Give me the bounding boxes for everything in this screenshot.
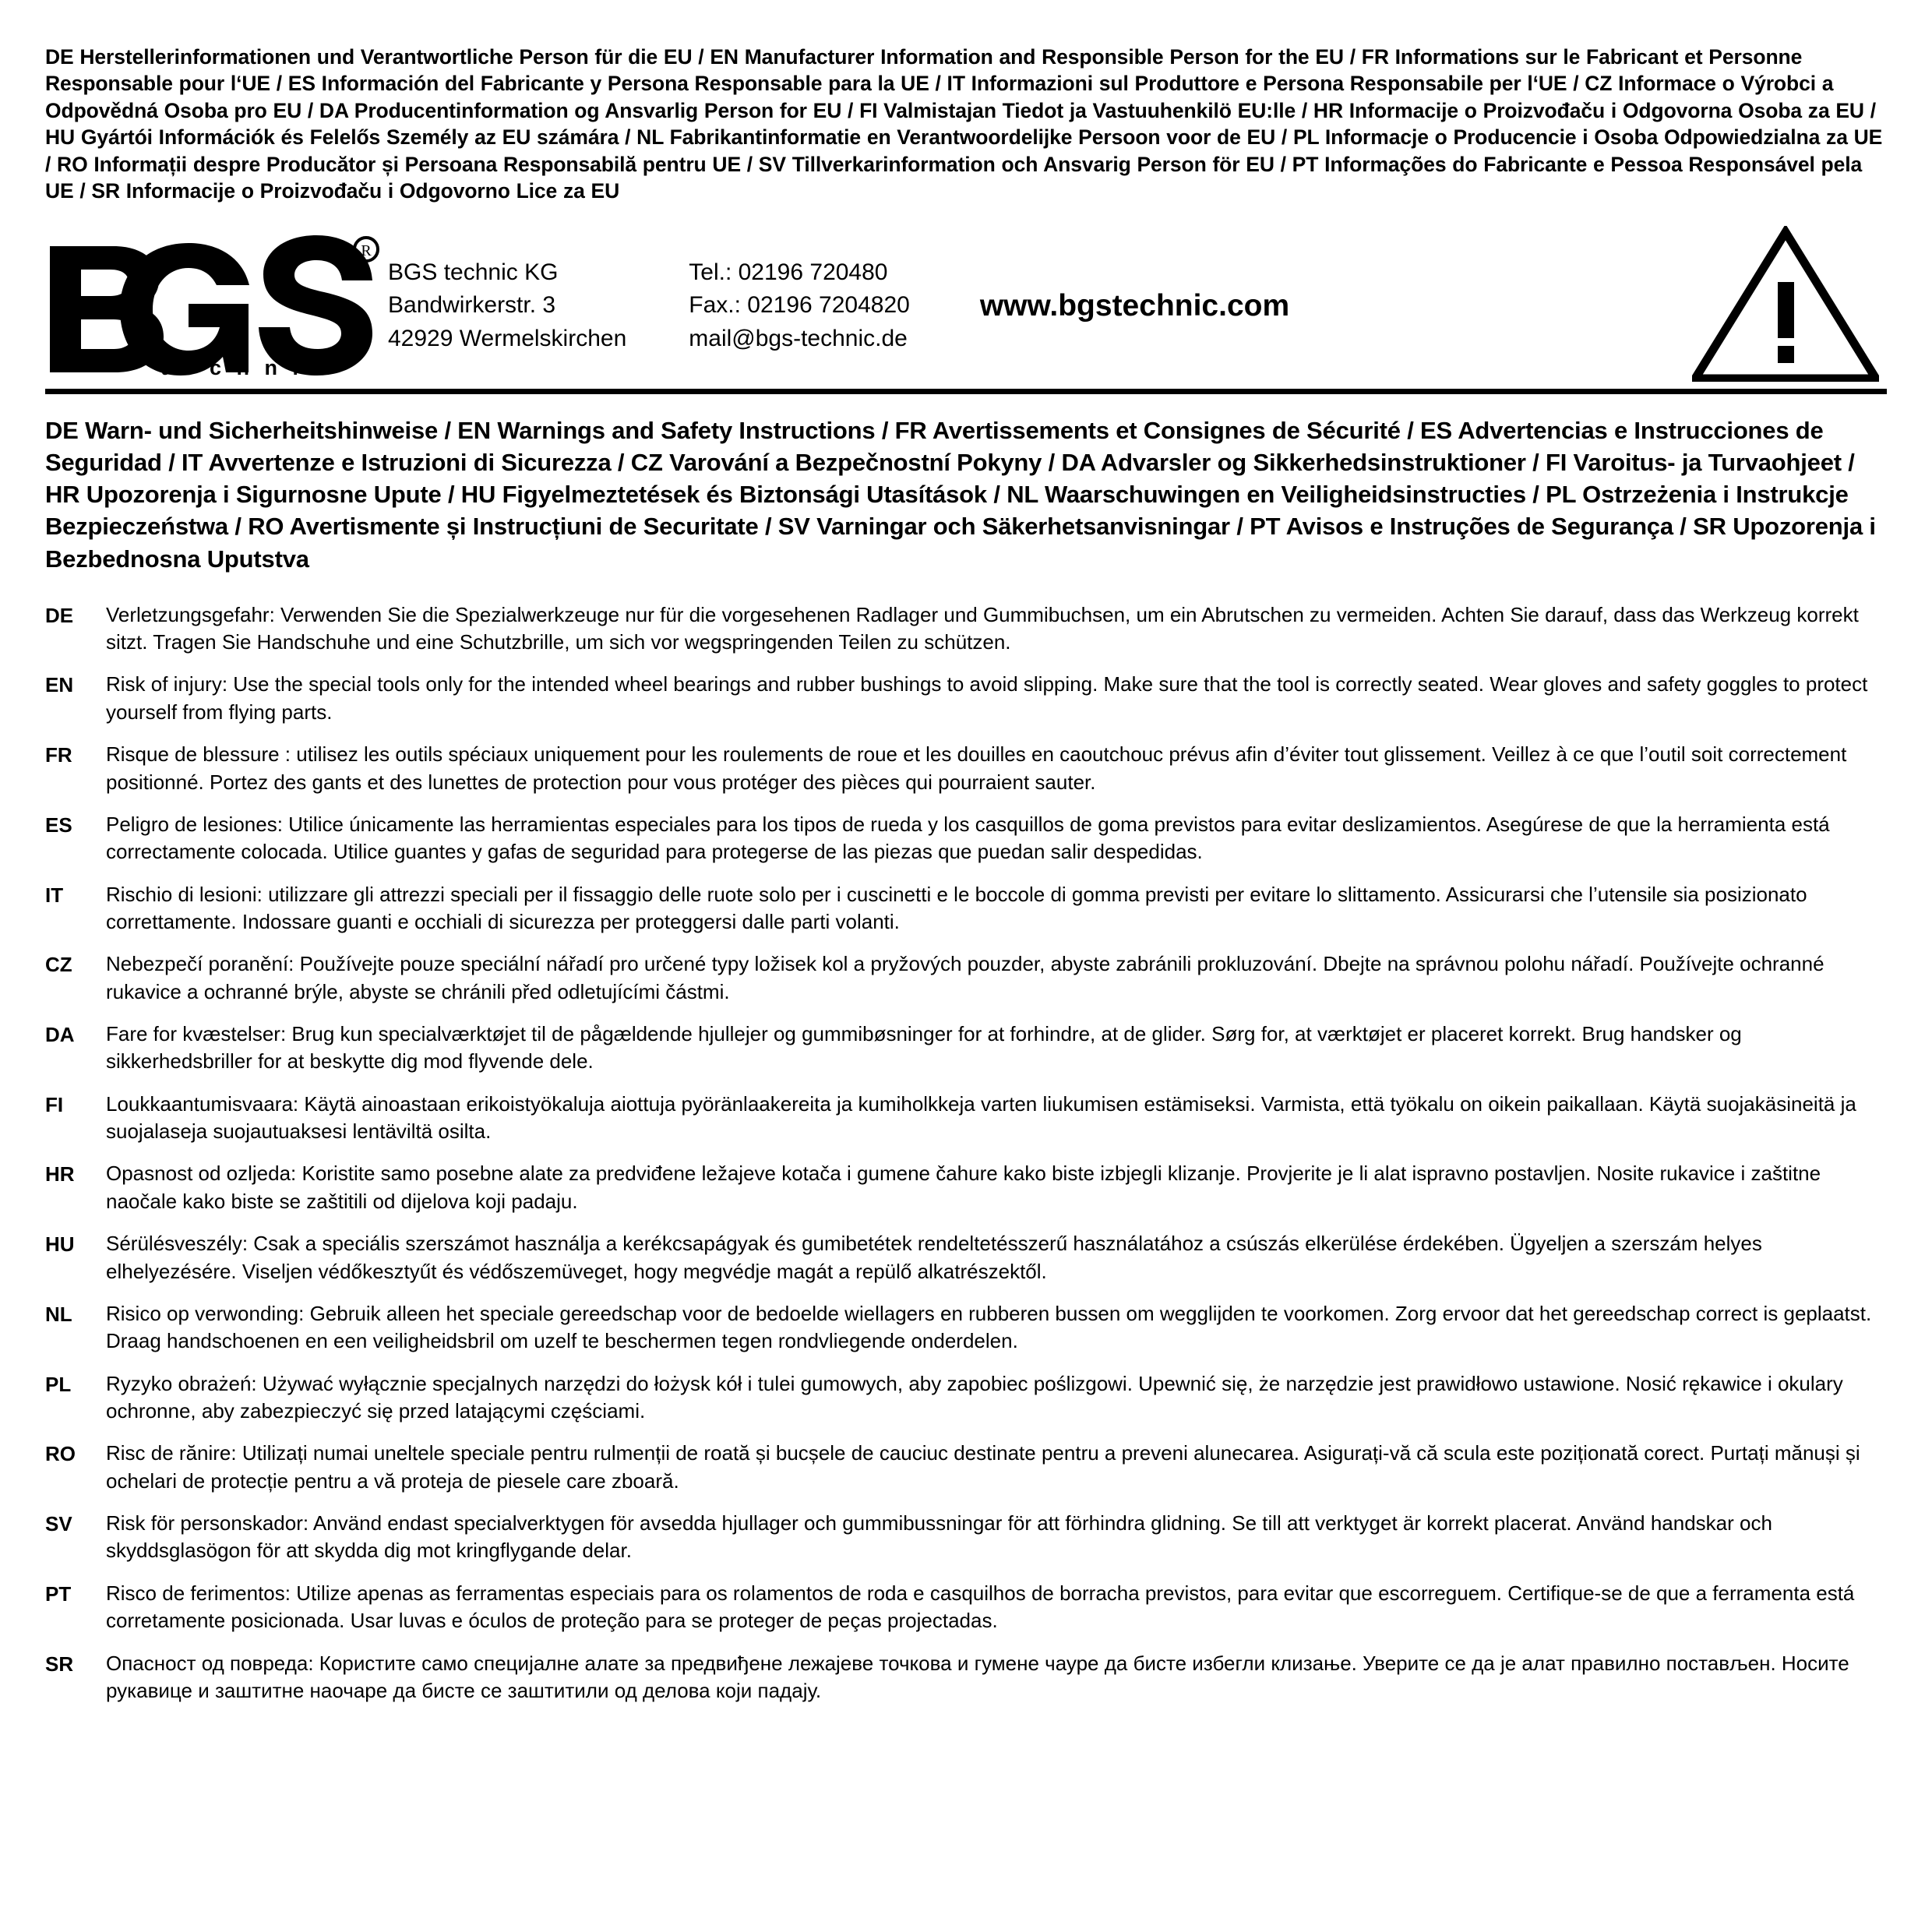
instruction-text: Risco de ferimentos: Utilize apenas as ferramentas especiais para os rolamentos de roda e casquilhos de borracha previstos, para evitar que escorreguem. Certifique-se de que a ferramenta está corretamente posicionada. Usar luvas e óculos de proteção para se proteger de peças projectadas. — [106, 1581, 1855, 1633]
company-city: 42929 Wermelskirchen — [388, 325, 627, 351]
instruction-text: Risk of injury: Use the special tools only for the intended wheel bearings and rubber bushings to avoid slipping. Make sure that the tool is correctly seated. Wear gloves and safety goggles to protect yourself from flying parts. — [106, 672, 1868, 724]
instruction-text: Risc de rănire: Utilizați numai uneltele speciale pentru rulmenții de roată și bucșele de cauciuc destinate pentru a preveni alunecarea. Asigurați-vă că scula este poziționată corect. Purtați mănuși și ochelari de protecție pentru a vă proteja de piesele care zboară. — [106, 1441, 1860, 1493]
company-street: Bandwirkerstr. 3 — [388, 292, 556, 319]
instruction-row-cz — [45, 950, 1887, 1006]
instruction-row-fr — [45, 741, 1887, 796]
company-contact-band — [45, 228, 1887, 384]
language-code: HU — [45, 1232, 75, 1257]
company-address — [388, 256, 626, 356]
warning-triangle-icon — [1692, 226, 1887, 386]
language-code: SV — [45, 1512, 72, 1536]
company-name: BGS technic KG — [388, 259, 559, 285]
language-code: PT — [45, 1581, 72, 1606]
instruction-text: Opasnost od ozljeda: Koristite samo posebne alate za predviđene ležajeve kotača i gumene čahure kako biste izbjegli klizanje. Provjerite je li alat ispravno postavljen. Nosite rukavice i zaštitne naočale kako biste se zaštitili od dijelova koji padaju. — [106, 1162, 1821, 1213]
language-code: DE — [45, 603, 74, 627]
instruction-row-es — [45, 811, 1887, 866]
company-mail: mail@bgs-technic.de — [689, 325, 908, 351]
instruction-text: Verletzungsgefahr: Verwenden Sie die Spezialwerkzeuge nur für die vorgesehenen Radlager und Gummibuchsen, um ein Abrutschen zu vermeiden. Achten Sie darauf, dass das Werkzeug korrekt sitzt. Tragen Sie Handschuhe und eine Schutzbrille, um sich vor wegspringenden Teilen zu schützen. — [106, 602, 1859, 654]
instruction-row-en — [45, 671, 1887, 726]
instruction-row-sr — [45, 1650, 1887, 1705]
language-code: IT — [45, 883, 64, 907]
header-divider — [45, 389, 1887, 394]
company-tel: Tel.: 02196 720480 — [689, 259, 888, 285]
instruction-row-it — [45, 881, 1887, 936]
instruction-text: Loukkaantumisvaara: Käytä ainoastaan erikoistyökaluja aiottuja pyöränlaakereita ja kumiholkkeja varten liukumisen estämiseksi. Varmista, että työkalu on oikein paikallaan. Käytä suojakäsineitä ja suojalaseja suojautuaksesi lentäviltä osilta. — [106, 1091, 1856, 1144]
language-code: DA — [45, 1023, 75, 1047]
instruction-text: Risque de blessure : utilisez les outils spéciaux uniquement pour les roulements de roue et les douilles en caoutchouc prévus afin d’éviter tout glissement. Veillez à ce que l’outil soit correctement positionné. Portez des gants et des lunettes de protection pour vous protéger des pièces qui pourraient sauter. — [106, 742, 1847, 794]
manufacturer-info-header: DE Herstellerinformationen und Verantwortliche Person für die EU / EN Manufacturer Information and Responsible Person for the EU / FR Informations sur le Fabricant et Personne Responsable pour l‘UE / ES Información del Fabricante y Persona Responsable para la UE / IT Informazioni sul Produttore e Persona Responsabile per l‘UE / CZ Informace o Výrobci a Odpovědná Osoba pro EU / DA Producentinformation og Ansvarlig Person for EU / FI Valmistajan Tiedot ja Vastuuhenkilö EU:lle / HR Informacije o Proizvođaču i Odgovorna Osoba za EU / HU Gyártói Információk és Felelős Személy az EU számára / NL Fabrikantinformatie en Verantwoordelijke Persoon voor de EU / PL Informacje o Producencie i Osoba Odpowiedzialna za UE / RO Informații despre Producător și Persoana Responsabilă pentru UE / SV Tillverkarinformation och Ansvarig Person för EU / PT Informações do Fabricante e Pessoa Responsável pela UE / SR Informacije o Proizvođaču i Odgovorno Lice za EU — [45, 45, 1883, 203]
instruction-row-sv — [45, 1510, 1887, 1565]
company-website: www.bgstechnic.com — [979, 288, 1290, 323]
instruction-row-de — [45, 601, 1887, 657]
company-contact — [689, 256, 910, 356]
instruction-row-da — [45, 1021, 1887, 1076]
language-code: FI — [45, 1092, 64, 1116]
language-code: NL — [45, 1302, 72, 1326]
instruction-row-pl — [45, 1370, 1887, 1426]
svg-text:t e c h n i c: t e c h n i c — [160, 355, 330, 379]
language-code: PL — [45, 1372, 72, 1396]
warnings-title: DE Warn- und Sicherheitshinweise / EN Warnings and Safety Instructions / FR Avertissements et Consignes de Sécurité / ES Advertencias e Instrucciones de Seguridad / IT Avvertenze e Istruzioni di Sicurezza / CZ Varování a Bezpečnostní Pokyny / DA Advarsler og Sikkerhedsinstruktioner / FI Varoitus- ja Turvaohjeet / HR Upozorenja i Sigurnosne Upute / HU Figyelmeztetések és Biztonsági Utasítások / NL Waarschuwingen en Veiligheidsinstructies / PL Ostrzeżenia i Instrukcje Bezpieczeństwa / RO Avertismente și Instrucțiuni de Securitate / SV Varningar och Säkerhetsanvisningar / PT Avisos e Instruções de Segurança / SR Upozorenja i Bezbednosna Uputstva — [45, 416, 1876, 573]
instruction-text: Sérülésveszély: Csak a speciális szerszámot használja a kerékcsapágyak és gumibetétek rendeltetésszerű használatához a csúszás elkerülése érdekében. Ügyeljen a szerszám helyes elhelyezésére. Viseljen védőkesztyűt és védőszemüveget, hogy megvédje magát a repülő alkatrészektől. — [106, 1232, 1762, 1283]
language-code: SR — [45, 1652, 74, 1676]
language-code: FR — [45, 743, 72, 767]
language-code: RO — [45, 1442, 76, 1466]
instruction-row-hu — [45, 1230, 1887, 1285]
company-fax: Fax.: 02196 7204820 — [689, 292, 910, 319]
instruction-row-ro — [45, 1440, 1887, 1495]
instruction-row-pt — [45, 1580, 1887, 1635]
language-code: CZ — [45, 953, 72, 977]
instruction-row-fi — [45, 1091, 1887, 1146]
language-code: HR — [45, 1162, 75, 1186]
instruction-text: Risk för personskador: Använd endast specialverktygen för avsedda hjullager och gummibussningar för att förhindra glidning. Se till att verktyget är korrekt placerat. Använd handskar och skyddsglasögon för att skydda dig mot kringflygande delar. — [106, 1511, 1772, 1563]
bgs-logo — [45, 232, 380, 380]
instruction-text: Risico op verwonding: Gebruik alleen het speciale gereedschap voor de bedoelde wiellagers en rubberen bussen om wegglijden te voorkomen. Zorg ervoor dat het gereedschap correct is geplaatst. Draag handschoenen en een veiligheidsbril om uzelf te beschermen tegen rondvliegende onderdelen. — [106, 1301, 1872, 1353]
instruction-row-hr — [45, 1160, 1887, 1215]
instruction-text: Ryzyko obrażeń: Używać wyłącznie specjalnych narzędzi do łożysk kół i tulei gumowych, aby zapobiec poślizgowi. Upewnić się, że narzędzie jest prawidłowo ustawione. Nosić rękawice i okulary ochronne, aby zabezpieczyć się przed latającymi częściami. — [106, 1371, 1843, 1423]
instruction-row-nl — [45, 1300, 1887, 1356]
instruction-text: Опасност од повреда: Користите само специјалне алате за предвиђене лежајеве точкова и гумене чауре да бисте избегли клизање. Уверите се да је алат правилно постављен. Носите рукавице и заштитне наочаре да бисте се заштитили од делова који падају. — [106, 1651, 1849, 1702]
language-code: ES — [45, 813, 72, 837]
instruction-text: Peligro de lesiones: Utilice únicamente las herramientas especiales para los tipos de rueda y los casquillos de goma previstos para evitar deslizamientos. Asegúrese de que la herramienta está correctamente colocada. Utilice guantes y gafas de seguridad para protegerse de las piezas que puedan salir despedidas. — [106, 812, 1830, 864]
svg-text:R: R — [361, 242, 372, 259]
instructions-list — [45, 601, 1887, 1705]
language-code: EN — [45, 673, 74, 697]
instruction-text: Rischio di lesioni: utilizzare gli attrezzi speciali per il fissaggio delle ruote solo per i cuscinetti e le boccole di gomma previsti per evitare lo slittamento. Assicurarsi che l’utensile sia posizionato correttamente. Indossare guanti e occhiali di sicurezza per proteggersi dalle parti volanti. — [106, 882, 1807, 933]
instruction-text: Fare for kvæstelser: Brug kun specialværktøjet til de pågældende hjullejer og gummibøsninger for at forhindre, at de glider. Sørg for, at værktøjet er placeret korrekt. Brug handsker og sikkerhedsbriller for at beskytte dig mod flyvende dele. — [106, 1022, 1742, 1074]
instruction-text: Nebezpečí poranění: Používejte pouze speciální nářadí pro určené typy ložisek kol a pryžových pouzder, abyste zabránili prokluzování. Dbejte na správnou polohu nářadí. Používejte ochranné rukavice a ochranné brýle, abyste se chránili před odletujícími částmi. — [106, 952, 1824, 1003]
